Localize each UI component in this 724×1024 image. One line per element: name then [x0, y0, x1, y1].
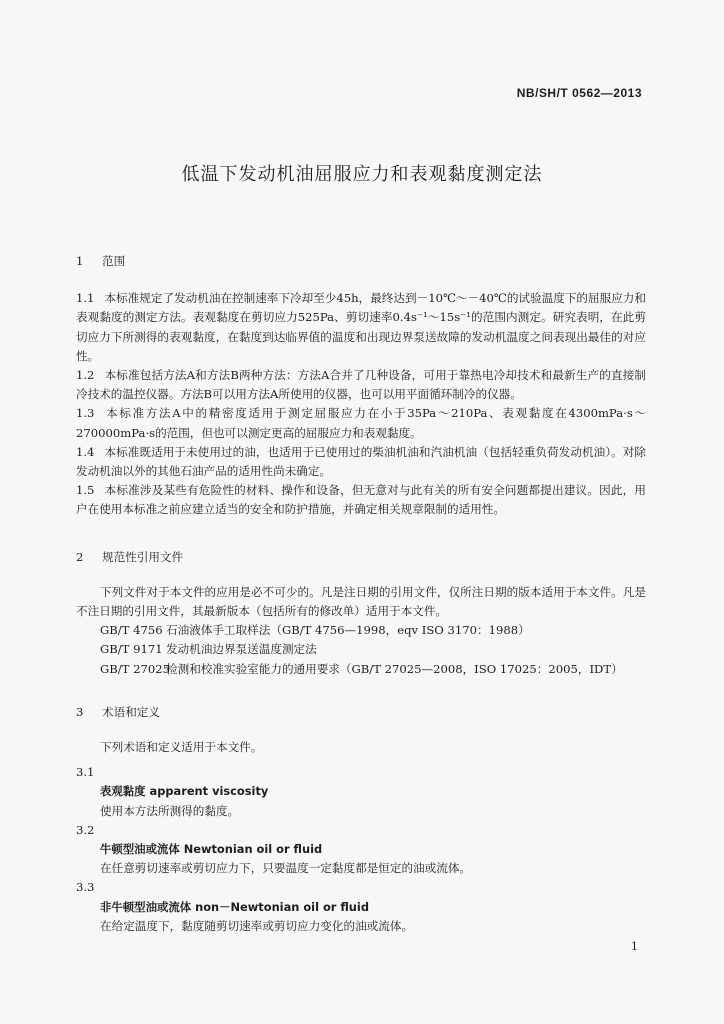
section-title: 术语和定义 [102, 704, 160, 719]
standard-number: NB/SH/T 0562—2013 [516, 86, 642, 100]
section-number: 1 [76, 254, 84, 268]
clause-1-3 [76, 404, 646, 442]
clause-number: 1.4 [76, 444, 95, 459]
reference-title: 检测和校准实验室能力的通用要求（GB/T 27025—2008，ISO 17025：2005，IDT） [166, 661, 623, 676]
clause-1-2 [76, 366, 646, 404]
reference-title: 石油液体手工取样法（GB/T 4756—1998，eqv ISO 3170：1988） [166, 623, 530, 638]
term-name [100, 898, 646, 917]
term-name [100, 782, 646, 801]
section-number: 2 [76, 549, 84, 564]
clause-number: 1.2 [76, 368, 95, 383]
term-definition: 在给定温度下，黏度随剪切速率或剪切应力变化的油或流体。 [100, 918, 414, 933]
section-heading-terms [76, 703, 646, 722]
clause-1-1 [76, 289, 646, 366]
page-number: 1 [631, 940, 638, 953]
reference-code: GB/T 27025 [100, 661, 170, 676]
references-intro: 下列文件对于本文件的应用是必不可少的。凡是注日期的引用文件，仅所注日期的版本适用于本文件。凡是不注日期的引用文件，其最新版本（包括所有的修改单）适用于本文件。 [76, 584, 646, 619]
clause-text: 本标准包括方法A和方法B两种方法：方法A合并了几种设备，可用于靠热电冷却技术和最新生产的直接制冷技术的温控仪器。方法B可以用方法A所使用的仪器，也可以用平面循环制冷的仪器。 [76, 368, 646, 402]
clause-number: 1.5 [76, 483, 95, 498]
document-body [76, 252, 646, 936]
reference-item [100, 640, 646, 659]
term-name [100, 840, 646, 859]
clause-text: 本标准既适用于未使用过的油，也适用于已使用过的柴油机油和汽油机油（包括轻重负荷发动机油）。对除发动机油以外的其他石油产品的适用性尚未确定。 [76, 444, 646, 479]
term-number: 3.2 [76, 822, 95, 837]
term-definition: 在任意剪切速率或剪切应力下，只要温度一定黏度都是恒定的油或流体。 [100, 861, 472, 876]
reference-code: GB/T 9171 [100, 642, 163, 657]
terms-intro: 下列术语和定义适用于本文件。 [100, 740, 263, 755]
section-number: 3 [76, 704, 84, 719]
clause-text: 本标准涉及某些有危险性的材料、操作和设备，但无意对与此有关的所有安全问题都提出建议。因此，用户在使用本标准之前应建立适当的安全和防护措施，并确定相关规章限制的适用性。 [76, 483, 646, 517]
clause-1-4 [76, 443, 646, 481]
reference-item [100, 660, 646, 679]
clause-text: 本标准规定了发动机油在控制速率下冷却至少45h，最终达到－10℃～－40℃的试验温度下的屈服应力和表观黏度的测定方法。表观黏度在剪切应力525Pa、剪切速率0.4s⁻¹～15s⁻¹的范围内测定。研究表明，在此剪切应力下所测得的表观黏度，在黏度到达临界值的温度和出现边界泵送故障的发动机温度之间表现出最佳的对应性。 [76, 291, 646, 363]
reference-item [100, 621, 646, 640]
section-title: 规范性引用文件 [102, 549, 184, 564]
reference-title: 发动机油边界泵送温度测定法 [166, 642, 317, 657]
term-title: 牛顿型油或流体 Newtonian oil or fluid [100, 842, 323, 857]
section-heading-normative-references [76, 548, 646, 567]
document-title: 低温下发动机油屈服应力和表观黏度测定法 [181, 164, 543, 185]
section-title: 范围 [102, 254, 126, 268]
term-number: 3.1 [76, 765, 95, 780]
clause-1-5 [76, 481, 646, 519]
clause-number: 1.3 [76, 406, 95, 421]
term-definition: 使用本方法所测得的黏度。 [100, 803, 240, 818]
term-title: 非牛顿型油或流体 non－Newtonian oil or fluid [100, 899, 369, 914]
clause-text: 本标准方法A中的精密度适用于测定屈服应力在小于35Pa～210Pa、表观黏度在4300mPa·s～270000mPa·s的范围，但也可以测定更高的屈服应力和表观黏度。 [76, 406, 646, 440]
term-number: 3.3 [76, 880, 95, 895]
term-title: 表观黏度 apparent viscosity [100, 784, 269, 799]
clause-number: 1.1 [76, 291, 95, 306]
reference-code: GB/T 4756 [100, 623, 163, 638]
section-heading-scope [76, 252, 646, 271]
